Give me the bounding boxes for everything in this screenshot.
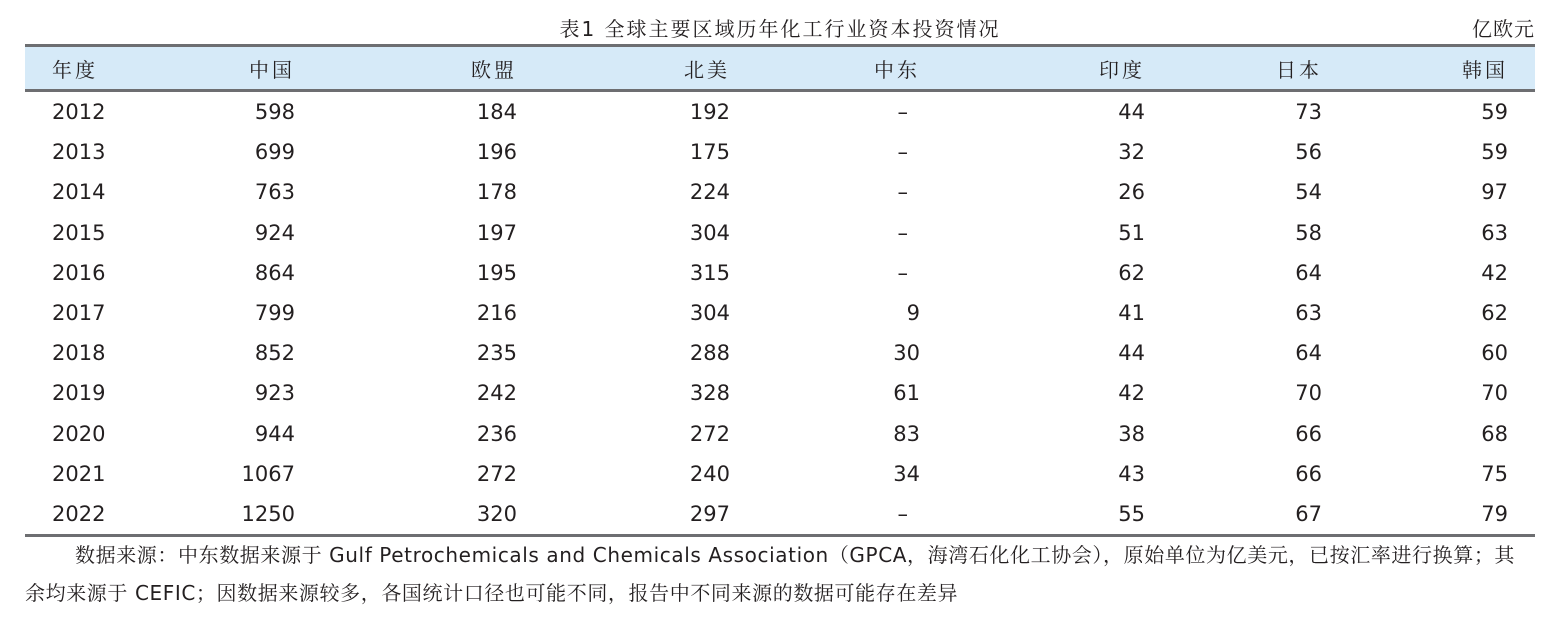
cell-china: 923 (254, 381, 295, 406)
cell-china: 864 (254, 260, 295, 285)
cell-north-america: 315 (689, 260, 730, 285)
cell-eu: 242 (476, 381, 517, 406)
cell-india: 44 (1118, 341, 1145, 366)
cell-year: 2017 (52, 301, 106, 326)
cell-north-america: 304 (689, 220, 730, 245)
cell-year: 2016 (52, 260, 106, 285)
cell-china: 598 (254, 100, 295, 125)
cell-north-america: 224 (689, 180, 730, 205)
header-china: 中国 (145, 46, 295, 91)
table-row (25, 333, 1535, 373)
cell-korea: 59 (1481, 100, 1508, 125)
cell-middle-east: 83 (893, 421, 920, 446)
cell-korea: 75 (1481, 461, 1508, 486)
header-year: 年度 (25, 46, 145, 91)
cell-middle-east: – (897, 140, 908, 165)
cell-year: 2018 (52, 341, 106, 366)
cell-eu: 195 (476, 260, 517, 285)
cell-north-america: 240 (689, 461, 730, 486)
cell-year: 2013 (52, 140, 106, 165)
capital-investment-table (25, 44, 1535, 537)
cell-china: 1067 (241, 461, 295, 486)
cell-korea: 68 (1481, 421, 1508, 446)
cell-korea: 79 (1322, 494, 1535, 536)
cell-middle-east: 61 (893, 381, 920, 406)
cell-japan: 54 (1295, 180, 1322, 205)
cell-china: 852 (254, 341, 295, 366)
cell-india: 44 (1118, 100, 1145, 125)
cell-middle-east: – (897, 180, 908, 205)
cell-japan: 70 (1295, 381, 1322, 406)
cell-north-america: 192 (689, 100, 730, 125)
cell-korea: 62 (1481, 301, 1508, 326)
cell-china: 699 (254, 140, 295, 165)
cell-eu: 184 (476, 100, 517, 125)
header-japan: 日本 (1145, 46, 1322, 91)
cell-korea: 42 (1481, 260, 1508, 285)
cell-china: 763 (254, 180, 295, 205)
cell-korea: 97 (1481, 180, 1508, 205)
table-caption (25, 14, 1535, 44)
table-title: 表1 全球主要区域历年化工行业资本投资情况 (559, 17, 1001, 41)
cell-middle-east: – (897, 260, 908, 285)
cell-year: 2021 (52, 461, 106, 486)
cell-year: 2019 (52, 381, 106, 406)
table-body (25, 91, 1535, 536)
cell-japan: 63 (1295, 301, 1322, 326)
header-eu: 欧盟 (295, 46, 517, 91)
cell-japan: 66 (1295, 421, 1322, 446)
table-row (25, 213, 1535, 253)
cell-india: 43 (1118, 461, 1145, 486)
table-row (25, 172, 1535, 212)
cell-india: 51 (1118, 220, 1145, 245)
cell-north-america: 175 (689, 140, 730, 165)
source-note: 数据来源：中东数据来源于 Gulf Petrochemicals and Chemicals Association（GPCA，海湾石化化工协会），原始单位为亿美元，已按汇率进行换算；其余均来源于 CEFIC；因数据来源较多，各国统计口径也可能不同，报告中不同来源的数据可能存在差异 (25, 543, 1516, 605)
cell-middle-east: – (897, 100, 908, 125)
table-row (25, 494, 1535, 536)
cell-japan: 58 (1295, 220, 1322, 245)
cell-japan: 56 (1295, 140, 1322, 165)
cell-north-america: 304 (689, 301, 730, 326)
cell-japan: 73 (1295, 100, 1322, 125)
table-row (25, 414, 1535, 454)
cell-year: 2015 (52, 220, 106, 245)
cell-japan: 64 (1295, 341, 1322, 366)
cell-china: 1250 (145, 494, 295, 536)
cell-year: 2012 (52, 100, 106, 125)
table-row (25, 454, 1535, 494)
table-row (25, 132, 1535, 172)
cell-china: 924 (254, 220, 295, 245)
cell-india: 26 (1118, 180, 1145, 205)
cell-eu: 236 (476, 421, 517, 446)
cell-north-america: 272 (689, 421, 730, 446)
cell-china: 799 (254, 301, 295, 326)
cell-eu: 178 (476, 180, 517, 205)
table-row (25, 91, 1535, 133)
cell-middle-east: – (897, 220, 908, 245)
cell-india: 55 (920, 494, 1145, 536)
cell-eu: 196 (476, 140, 517, 165)
cell-middle-east: 34 (893, 461, 920, 486)
table-header-row (25, 46, 1535, 91)
table-unit: 亿欧元 (1472, 17, 1535, 41)
cell-middle-east: – (730, 494, 920, 536)
table-row (25, 373, 1535, 413)
header-north-america: 北美 (517, 46, 730, 91)
header-korea: 韩国 (1322, 46, 1535, 91)
cell-year: 2020 (52, 421, 106, 446)
cell-china: 944 (254, 421, 295, 446)
cell-japan: 64 (1295, 260, 1322, 285)
cell-middle-east: 30 (893, 341, 920, 366)
table-row (25, 293, 1535, 333)
cell-india: 42 (1118, 381, 1145, 406)
cell-eu: 320 (295, 494, 517, 536)
data-table-container (25, 44, 1535, 537)
header-middle-east: 中东 (730, 46, 920, 91)
cell-middle-east: 9 (906, 301, 920, 326)
cell-eu: 272 (476, 461, 517, 486)
table-row (25, 253, 1535, 293)
cell-india: 41 (1118, 301, 1145, 326)
cell-eu: 235 (476, 341, 517, 366)
cell-korea: 63 (1481, 220, 1508, 245)
cell-japan: 66 (1295, 461, 1322, 486)
cell-eu: 216 (476, 301, 517, 326)
cell-year: 2022 (25, 494, 145, 536)
cell-north-america: 297 (517, 494, 730, 536)
cell-india: 32 (1118, 140, 1145, 165)
cell-korea: 60 (1481, 341, 1508, 366)
cell-india: 62 (1118, 260, 1145, 285)
cell-india: 38 (1118, 421, 1145, 446)
cell-korea: 70 (1481, 381, 1508, 406)
cell-japan: 67 (1145, 494, 1322, 536)
cell-year: 2014 (52, 180, 106, 205)
cell-north-america: 328 (689, 381, 730, 406)
header-india: 印度 (920, 46, 1145, 91)
cell-eu: 197 (476, 220, 517, 245)
cell-north-america: 288 (689, 341, 730, 366)
cell-korea: 59 (1481, 140, 1508, 165)
